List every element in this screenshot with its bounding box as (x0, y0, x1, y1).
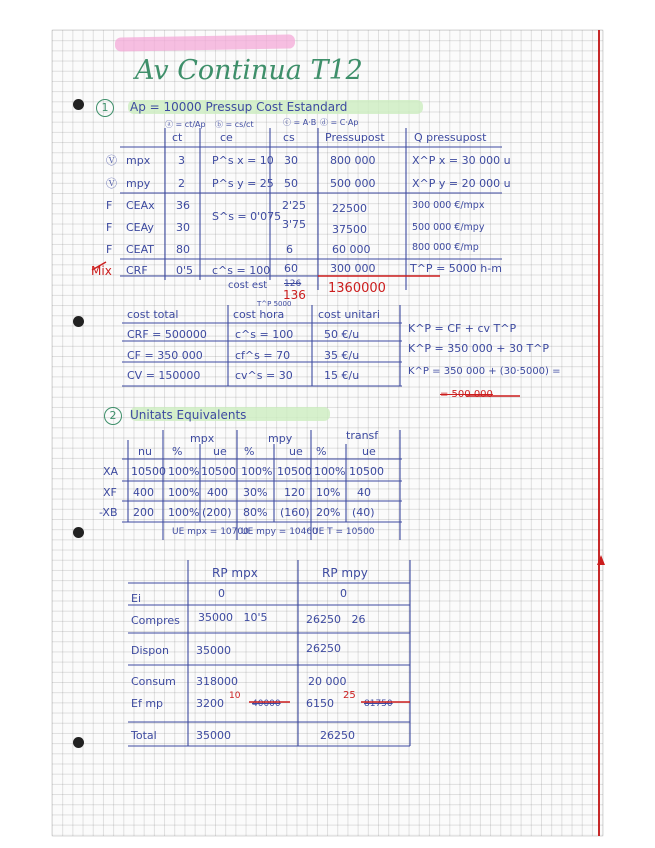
sub-header: % (172, 445, 183, 458)
inv-mpx: 0 (218, 587, 225, 600)
eu-row-tag: -XB (99, 506, 118, 519)
row-cs: 3'75 (282, 218, 307, 231)
cost-row-unitari: 15 €/u (324, 369, 360, 382)
formula-line: K^P = CF + cv T^P (408, 322, 517, 335)
group-header-mpy: mpy (268, 432, 293, 445)
inv-mpy: 26250 (306, 642, 341, 655)
row-name: mpx (126, 154, 151, 167)
row-cs: 50 (284, 177, 298, 190)
row-q: T^P = 5000 h-m (410, 262, 502, 275)
inv-mpy: 6150 (306, 697, 334, 710)
cost-row-hora: cf^s = 70 (235, 349, 291, 362)
row-ce: P^s x = 10 (212, 154, 274, 167)
eu-cell: (160) (280, 506, 310, 519)
inv-row-label: Total (131, 729, 157, 742)
group-header-mpx: mpx (190, 432, 215, 445)
group-header-transf: transf (346, 429, 379, 442)
cost-row-unitari: 50 €/u (324, 328, 360, 341)
section-2-marker: 2 (104, 407, 122, 425)
sub-header: % (316, 445, 327, 458)
inv-row-label: Dispon (131, 644, 169, 657)
row-cs: 30 (284, 154, 298, 167)
inv-mpx-red: 10 (229, 691, 241, 701)
eu-cell: 10500 (349, 465, 384, 478)
inv-row-label: Compres (131, 614, 180, 627)
row-name: CEAy (126, 221, 154, 234)
section-1-marker: 1 (96, 99, 114, 117)
col-header-ct: ct (172, 131, 183, 144)
formula-c: ⓒ = A·B (283, 118, 317, 127)
row-q: X^P y = 20 000 u (412, 177, 511, 190)
inv-row-label: Ef mp (131, 697, 164, 710)
row-tag: Ⓥ (106, 177, 117, 190)
eu-cell: 10500 (131, 465, 166, 478)
ue-total-mpx: UE mpx = 10700 (172, 527, 249, 537)
col-header-pressupost: Pressupost (325, 131, 385, 144)
row-ct: 36 (176, 199, 190, 212)
row-tag: Ⓥ (106, 154, 117, 167)
cost-row-total: CF = 350 000 (127, 349, 203, 362)
row-cs: 60 (284, 262, 298, 275)
eu-cell: 120 (284, 486, 305, 499)
row-press: 300 000 (330, 262, 376, 275)
col-header-ce: ce (220, 131, 233, 144)
page-title: Av Continua T12 (135, 55, 363, 86)
section-2-heading: Unitats Equivalents (130, 408, 247, 422)
cost-row-hora: c^s = 100 (235, 328, 294, 341)
row-press: 800 000 (330, 154, 376, 167)
row-name: CEAx (126, 199, 155, 212)
eu-row-tag: XF (103, 486, 117, 499)
cost-total-header: cost total (127, 308, 179, 321)
row-tag-mix: Mix (91, 264, 112, 278)
eu-cell: 80% (243, 506, 268, 519)
eu-cell: 100% (168, 486, 200, 499)
inv-mpx: 35000 (196, 644, 231, 657)
inv-mpx-strike: 40000 (252, 699, 281, 709)
row-ct: 30 (176, 221, 190, 234)
inv-mpx: 318000 (196, 675, 238, 688)
row-press: 22500 (332, 202, 367, 215)
row-name: mpy (126, 177, 151, 190)
eu-cell: 10% (316, 486, 341, 499)
inv-mpx: 3200 (196, 697, 224, 710)
eu-cell: 100% (168, 506, 200, 519)
eu-cell: 20% (316, 506, 341, 519)
inv-row-label: Ei (131, 592, 142, 605)
row-tag: F (106, 199, 113, 212)
row-press: 37500 (332, 223, 367, 236)
cost-row-total: CV = 150000 (127, 369, 201, 382)
cost-est-new: 136 (283, 288, 306, 302)
inv-row-label: Consum (131, 675, 176, 688)
inv-mpy: 26250 26 (306, 613, 366, 626)
row-name: CRF (126, 264, 148, 277)
cost-unitari-header: cost unitari (318, 308, 380, 321)
formula-result: = 500 000 (440, 389, 493, 400)
row-press: 500 000 (330, 177, 376, 190)
row-q: 800 000 €/mp (412, 242, 479, 253)
inv-mpy-red: 25 (343, 690, 356, 701)
inv-mpy: 0 (340, 587, 347, 600)
inv-header-mpy: RP mpy (322, 566, 368, 580)
formula-b: ⓑ = cs/ct (215, 120, 254, 129)
eu-cell: (40) (352, 506, 375, 519)
inv-mpx: 35000 10'5 (198, 611, 268, 624)
inv-mpy: 26250 (320, 729, 355, 742)
eu-cell: 100% (168, 465, 200, 478)
row-ct: 80 (176, 243, 190, 256)
section-1-heading: Ap = 10000 Pressup Cost Estandard (130, 100, 348, 114)
row-cs: 6 (286, 243, 293, 256)
total-red: 1360000 (328, 281, 386, 296)
sub-header: nu (138, 445, 152, 458)
eu-cell: 200 (133, 506, 154, 519)
eu-cell: 400 (207, 486, 228, 499)
row-ct: 0'5 (176, 264, 194, 277)
formula-line: K^P = 350 000 + (30·5000) = (408, 366, 561, 377)
row-ce: P^s y = 25 (212, 177, 274, 190)
col-header-cs: cs (283, 131, 295, 144)
formula-line: K^P = 350 000 + 30 T^P (408, 342, 550, 355)
inv-header-mpx: RP mpx (212, 566, 258, 580)
cost-est-label: cost est (228, 280, 268, 291)
row-ct: 2 (178, 177, 185, 190)
row-q: X^P x = 30 000 u (412, 154, 511, 167)
eu-cell: (200) (202, 506, 232, 519)
cost-row-unitari: 35 €/u (324, 349, 360, 362)
formula-d: ⓓ = C·Ap (320, 118, 359, 127)
eu-row-tag: XA (103, 465, 119, 478)
sub-header: % (244, 445, 255, 458)
eu-cell: 30% (243, 486, 268, 499)
tp-annotation: T^P 5000 (257, 300, 292, 308)
ue-total-mpy: UE mpy = 10460 (241, 527, 318, 537)
eu-cell: 100% (241, 465, 273, 478)
sub-header: ue (213, 445, 227, 458)
row-press: 60 000 (332, 243, 371, 256)
cost-hora-header: cost hora (233, 308, 285, 321)
row-tag: F (106, 243, 113, 256)
sub-header: ue (362, 445, 376, 458)
inv-mpy-strike: 81750 (364, 699, 393, 709)
row-q: 500 000 €/mpy (412, 222, 485, 233)
sub-header: ue (289, 445, 303, 458)
inv-mpx: 35000 (196, 729, 231, 742)
cost-est-old: 126 (284, 279, 302, 289)
cost-row-hora: cv^s = 30 (235, 369, 293, 382)
row-tag: F (106, 221, 113, 234)
eu-cell: 10500 (201, 465, 236, 478)
row-ce: c^s = 100 (212, 264, 271, 277)
row-ct: 3 (178, 154, 185, 167)
row-ce: S^s = 0'075 (212, 210, 282, 223)
row-cs: 2'25 (282, 199, 307, 212)
row-q: 300 000 €/mpx (412, 200, 485, 211)
row-name: CEAT (126, 243, 155, 256)
formula-a: ⓐ = ct/Ap (165, 120, 206, 129)
ue-total-transf: UE T = 10500 (312, 527, 375, 537)
eu-cell: 10500 (277, 465, 312, 478)
eu-cell: 400 (133, 486, 154, 499)
inv-mpy: 20 000 (308, 675, 347, 688)
cost-row-total: CRF = 500000 (127, 328, 207, 341)
eu-cell: 40 (357, 486, 371, 499)
eu-cell: 100% (314, 465, 346, 478)
col-header-q-pressupost: Q pressupost (414, 131, 487, 144)
